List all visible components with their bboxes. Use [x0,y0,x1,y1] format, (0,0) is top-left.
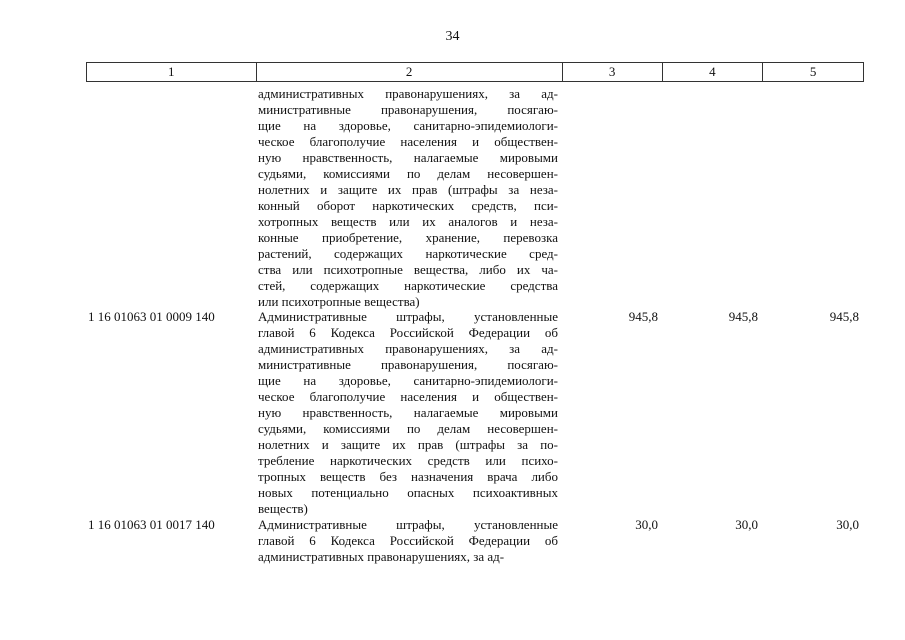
description-line: административных правонарушениях, за ад- [258,341,558,356]
description-line: ческое благополучие населения и обществен- [258,389,558,404]
column-header-2: 2 [257,63,563,81]
description-line: требление наркотических средств или психо- [258,453,558,468]
description-line: ную нравственность, налагаемые мировыми [258,405,558,420]
description-line: нолетних и защите их прав (штрафы за по- [258,437,558,452]
description-line: щие на здоровье, санитарно-эпидемиологи- [258,118,558,133]
description-line: ческое благополучие населения и обществен- [258,134,558,149]
description-line: главой 6 Кодекса Российской Федерации об [258,533,558,548]
description-line: конные приобретение, хранение, перевозка [258,230,558,245]
description-line: судьями, комиссиями по делам несовершен- [258,166,558,181]
description-line: главой 6 Кодекса Российской Федерации об [258,325,558,340]
row-value-col4: 30,0 [735,517,758,532]
row-description [258,309,558,517]
row-code: 1 16 01063 01 0009 140 [88,309,215,324]
description-line: Административные штрафы, установленные [258,309,558,324]
description-line: конный оборот наркотических средств, пси- [258,198,558,213]
description-line: хотропных веществ или их аналогов и неза- [258,214,558,229]
description-line: щие на здоровье, санитарно-эпидемиологи- [258,373,558,388]
description-line: ную нравственность, налагаемые мировыми [258,150,558,165]
column-header-4: 4 [663,63,764,81]
row-description [258,86,558,310]
row-value-col3: 945,8 [628,309,658,324]
page-number: 34 [445,29,460,44]
row-code: 1 16 01063 01 0017 140 [88,517,215,532]
description-line: растений, содержащих наркотические сред- [258,246,558,261]
description-line: административных правонарушениях, за ад- [258,86,558,101]
row-description [258,517,558,565]
description-line: новых потенциально опасных психоактивных [258,485,558,500]
row-value-col4: 945,8 [728,309,758,324]
row-value-col5: 30,0 [836,517,859,532]
table-header-row [86,62,864,82]
row-value-col5: 945,8 [829,309,859,324]
description-line: тропных веществ без назначения врача либо [258,469,558,484]
column-header-1: 1 [87,63,257,81]
description-line: стей, содержащих наркотические средства [258,278,558,293]
description-line: или психотропные вещества) [258,294,420,309]
description-line: административных правонарушениях, за ад- [258,549,505,564]
row-value-col3: 30,0 [635,517,658,532]
description-line: веществ) [258,501,308,516]
description-line: нолетних и защите их прав (штрафы за неза- [258,182,558,197]
description-line: министративные правонарушения, посягаю- [258,102,558,117]
description-line: Административные штрафы, установленные [258,517,558,532]
description-line: министративные правонарушения, посягаю- [258,357,558,372]
description-line: судьями, комиссиями по делам несовершен- [258,421,558,436]
column-header-3: 3 [563,63,663,81]
column-header-5: 5 [809,64,817,79]
description-line: ства или психотропные вещества, либо их ча- [258,262,558,277]
